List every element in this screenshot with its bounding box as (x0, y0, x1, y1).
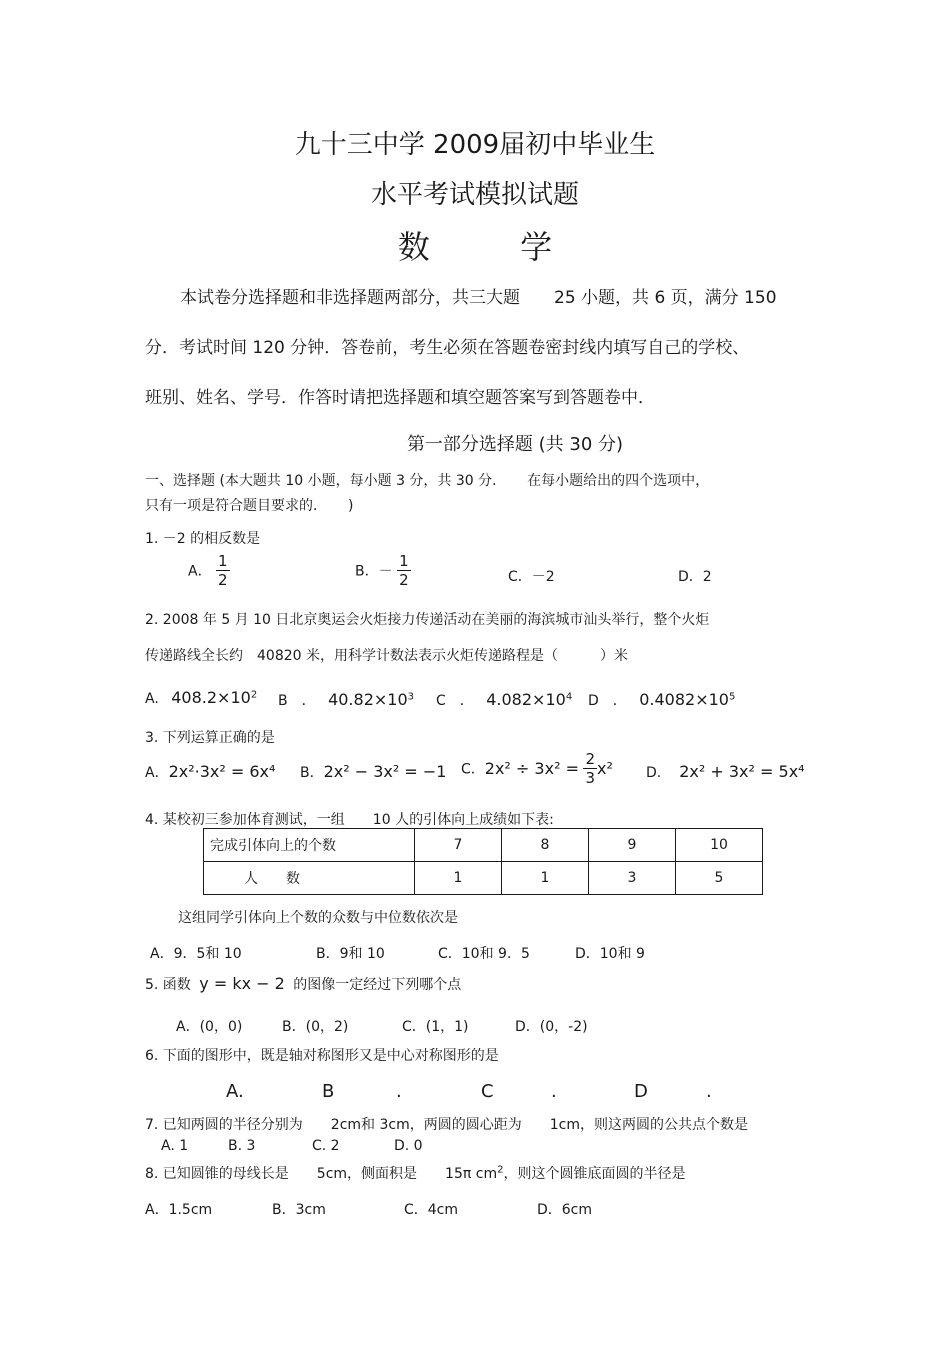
q3-c-expression-right: x² (596, 759, 613, 778)
section-instruction-1: 一、选择题 (本大题共 10 小题，每小题 3 分，共 30 分． 在每小题给出的四个选项中， (145, 473, 710, 489)
q1-option-d: D．2 (678, 569, 712, 585)
q3-d-label: D. (646, 765, 662, 781)
q1-option-a-label: A． (188, 563, 212, 580)
section-title: 第一部分选择题 (共 30 分) (406, 434, 624, 455)
q6-option-d-dot: . (706, 1081, 712, 1102)
q3-b-expression: 2x² − 3x² = −1 (323, 762, 447, 781)
q3-c-expression-left: 2x² ÷ 3x² = (484, 759, 579, 778)
q3-option-c (461, 750, 613, 787)
q7-option-c: C. 2 (312, 1138, 340, 1154)
q4-option-a: A．9．5和 10 (150, 946, 242, 962)
q4-follow-question: 这组同学引体向上个数的众数与中位数依次是 (178, 910, 458, 926)
exam-title-line1: 九十三中学 2009届初中毕业生 (294, 130, 656, 160)
table-cell: 10 (676, 829, 763, 862)
q5-stem-prefix: 5. 函数 (145, 977, 191, 993)
q2-d-exponent: 5 (728, 691, 736, 703)
q6-option-a: A. (226, 1081, 244, 1102)
q7-option-a: A. 1 (161, 1138, 189, 1154)
q1-option-b (355, 552, 411, 589)
q2-option-d (588, 690, 735, 710)
q4-option-c: C．10和 9．5 (438, 946, 530, 962)
q8-option-c: C．4cm (404, 1202, 459, 1218)
q1-option-b-fraction (397, 552, 411, 589)
q2-option-b (278, 690, 414, 710)
table-cell: 3 (589, 862, 676, 895)
q2-a-label: A. (145, 691, 159, 707)
q6-option-b: B (322, 1081, 335, 1102)
q2-c-value: 4.082×10 (486, 690, 566, 709)
table-row (204, 862, 763, 895)
table-cell: 7 (415, 829, 502, 862)
intro-line3: 班别、姓名、学号．作答时请把选择题和填空题答案写到答题卷中． (145, 388, 655, 408)
table-row-header: 人 数 (204, 862, 415, 895)
table-row-header: 完成引体向上的个数 (204, 829, 415, 862)
q1-b-numerator: 1 (399, 552, 409, 570)
q4-option-b: B．9和 10 (316, 946, 385, 962)
q5-stem (145, 974, 461, 994)
table-row (204, 829, 763, 862)
q3-option-b (300, 762, 446, 782)
q7-stem: 7. 已知两圆的半径分别为 2cm和 3cm，两圆的圆心距为 1cm，则这两圆的公共点个数是 (145, 1117, 748, 1133)
q8-stem-exponent: 2 (497, 1164, 504, 1176)
q3-c-numerator: 2 (585, 750, 595, 768)
q4-stem: 4. 某校初三参加体育测试，一组 10 人的引体向上成绩如下表: (145, 812, 554, 828)
q8-option-b: B．3cm (272, 1202, 326, 1218)
q6-stem: 6. 下面的图形中，既是轴对称图形又是中心对称图形的是 (145, 1048, 499, 1064)
q3-option-a (145, 762, 275, 782)
table-cell: 5 (676, 862, 763, 895)
q1-stem: 1. －2 的相反数是 (145, 531, 261, 547)
table-cell: 9 (589, 829, 676, 862)
q3-a-expression: 2x²·3x² = 6x⁴ (168, 762, 276, 781)
q5-option-b: B．(0，2) (282, 1019, 349, 1035)
q3-d-expression: 2x² + 3x² = 5x⁴ (679, 762, 805, 781)
q2-option-c (436, 690, 572, 710)
q5-function-expression: y = kx − 2 (199, 974, 285, 993)
q2-stem-line1: 2. 2008 年 5 月 10 日北京奥运会火炬接力传递活动在美丽的海滨城市汕头举行，整个火炬 (145, 612, 710, 628)
q3-stem: 3. 下列运算正确的是 (145, 730, 275, 746)
intro-line2: 分．考试时间 120 分钟．答卷前，考生必须在答题卷密封线内填写自己的学校、 (145, 338, 750, 358)
q6-option-b-dot: . (396, 1081, 402, 1102)
q2-d-label: D ． (588, 693, 627, 709)
table-cell: 8 (502, 829, 589, 862)
q6-option-d: D (634, 1081, 648, 1102)
q1-a-denominator: 2 (218, 571, 228, 589)
subject-title: 数 学 (397, 228, 593, 266)
q8-option-d: D．6cm (537, 1202, 593, 1218)
q3-c-label: C． (461, 761, 485, 778)
q3-b-label: B． (300, 765, 324, 781)
table-cell: 1 (415, 862, 502, 895)
q1-option-c: C．－2 (508, 569, 555, 585)
q1-a-numerator: 1 (218, 552, 228, 570)
q7-option-d: D. 0 (394, 1138, 423, 1154)
q1-option-a-fraction (216, 552, 230, 589)
pullup-score-table (203, 828, 763, 895)
q1-option-b-label: B．－ (355, 563, 393, 580)
q4-option-d: D．10和 9 (575, 946, 645, 962)
q6-option-c: C (481, 1081, 494, 1102)
intro-line1: 本试卷分选择题和非选择题两部分，共三大题 25 小题，共 6 页，满分 150 (180, 288, 777, 308)
q5-option-d: D．(0，-2) (515, 1019, 588, 1035)
q3-c-denominator: 3 (585, 769, 595, 787)
q2-stem-line2: 传递路线全长约 40820 米，用科学计数法表示火炬传递路程是（ ）米 (145, 648, 628, 664)
q3-c-fraction (583, 750, 597, 787)
q2-b-label: B ． (278, 693, 316, 709)
q5-option-c: C．(1，1) (402, 1019, 469, 1035)
q2-d-value: 0.4082×10 (639, 690, 729, 709)
q2-b-value: 40.82×10 (328, 690, 408, 709)
q6-option-c-dot: . (551, 1081, 557, 1102)
q2-option-a (145, 688, 257, 707)
q7-option-b: B. 3 (228, 1138, 256, 1154)
q5-option-a: A．(0，0) (176, 1019, 243, 1035)
q2-c-label: C ． (436, 693, 474, 709)
q1-option-a (188, 552, 230, 589)
table-cell: 1 (502, 862, 589, 895)
exam-title-line2: 水平考试模拟试题 (370, 180, 579, 210)
q5-stem-suffix: 的图像一定经过下列哪个点 (293, 977, 462, 993)
q2-c-exponent: 4 (565, 691, 573, 703)
q8-stem-suffix: ，则这个圆锥底面圆的半径是 (503, 1166, 686, 1182)
q3-a-label: A． (145, 765, 169, 781)
q2-a-value: 408.2×10 (171, 688, 251, 707)
q3-option-d (646, 762, 805, 781)
q8-stem-prefix: 8. 已知圆锥的母线长是 5cm，侧面积是 15π cm (145, 1166, 498, 1182)
q8-stem (145, 1163, 685, 1183)
q2-b-exponent: 3 (407, 691, 415, 703)
q2-a-exponent: 2 (250, 689, 258, 701)
q1-b-denominator: 2 (399, 571, 409, 589)
section-instruction-2: 只有一项是符合题目要求的． ) (145, 498, 354, 514)
q8-option-a: A．1.5cm (145, 1202, 213, 1218)
